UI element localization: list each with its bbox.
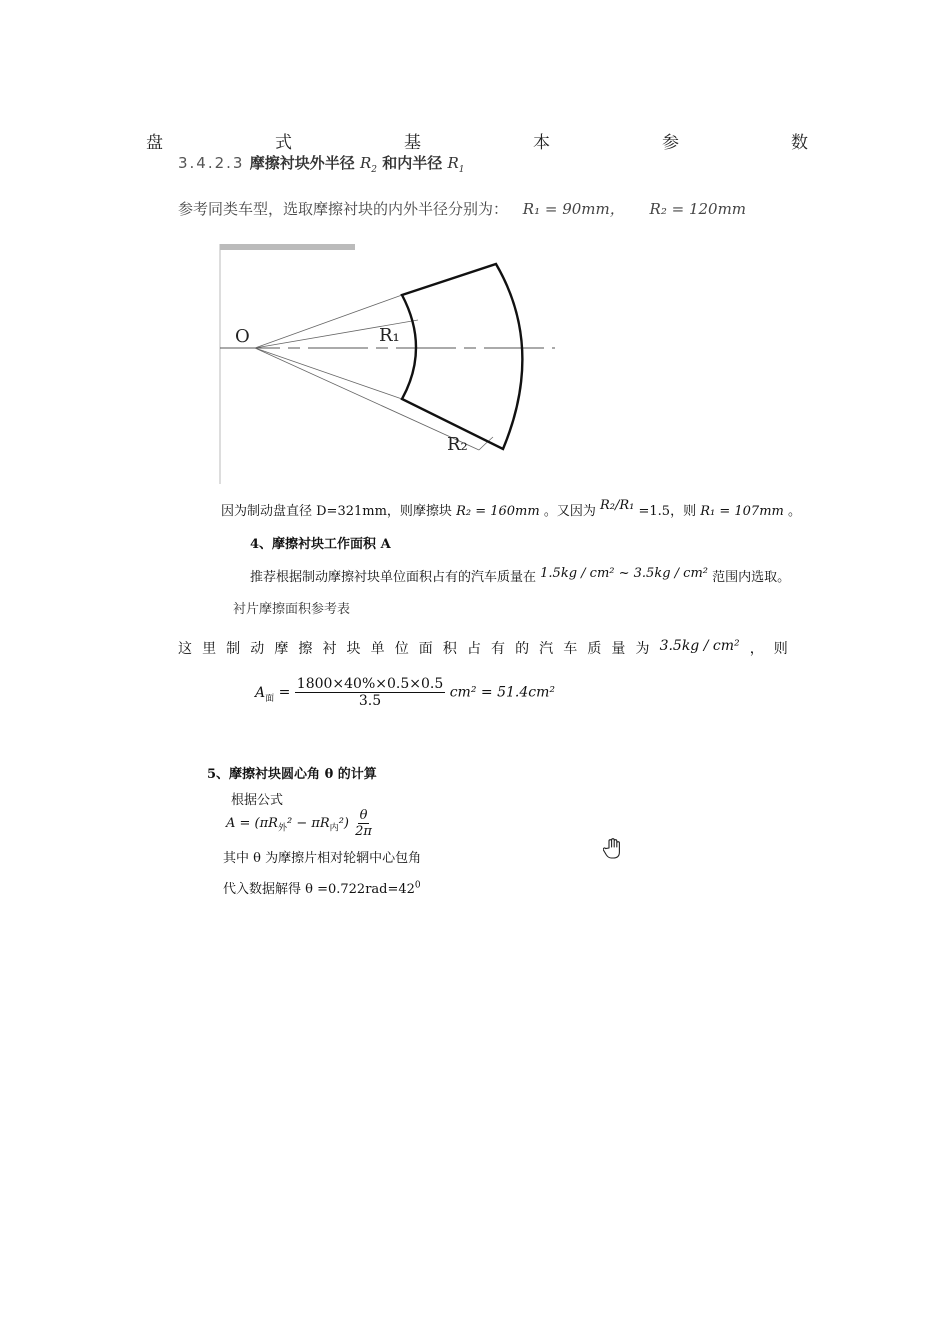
reference-line xyxy=(178,198,746,219)
mass-range: 1.5kg / cm² ~ 3.5kg / cm² xyxy=(540,566,708,581)
area-result: cm² = 51.4cm² xyxy=(449,684,555,701)
heading-char: 盘 xyxy=(146,133,163,153)
r1-computed: R₁ = 107mm xyxy=(700,504,784,519)
pad-outline xyxy=(402,264,522,449)
table-reference: 衬片摩擦面积参考表 xyxy=(233,602,351,617)
heading-char: 数 xyxy=(791,133,808,153)
recommendation-text: 推荐根据制动摩擦衬块单位面积占有的汽车质量在 xyxy=(250,570,537,585)
radius-ratio: R₂/R₁ xyxy=(599,498,635,513)
heading-char: 式 xyxy=(275,133,292,153)
disc-text: 。又因为 xyxy=(543,504,596,519)
heading-char: 基 xyxy=(404,133,421,153)
angle-formula: $A = (\pi R_外^2 - \pi R_内^2)$ $\frac{\theta}{2\pi}$ xyxy=(226,808,372,839)
radial-line-lower xyxy=(255,348,402,399)
area-symbol: $A_面$ xyxy=(255,684,275,704)
label-r1: R₁ xyxy=(379,325,400,346)
section-title-part: 和内半径 xyxy=(382,154,443,172)
fraction-denominator: 3.5 xyxy=(358,693,382,709)
disc-text: 因为制动盘直径 D=321mm，则摩擦块 xyxy=(221,504,452,519)
hand-pointer-icon xyxy=(603,838,623,860)
label-o: O xyxy=(235,326,250,347)
section-4-recommendation xyxy=(250,566,790,585)
disc-diameter-line xyxy=(221,500,801,519)
section-title-part: 摩擦衬块外半径 xyxy=(249,154,355,172)
heading-char: 参 xyxy=(662,133,679,153)
disc-text: 。 xyxy=(788,504,802,519)
section-title-342 xyxy=(178,152,465,175)
recommendation-text: 范围内选取。 xyxy=(712,570,791,585)
friction-pad-diagram xyxy=(215,244,565,484)
r2-value: R₂ = 120mm xyxy=(649,200,747,218)
disc-text: =1.5，则 xyxy=(638,504,697,519)
fraction-numerator: 1800×40%×0.5×0.5 xyxy=(296,676,444,692)
theta-fraction: $\frac{\theta}{2\pi}$ xyxy=(355,808,372,839)
r1-symbol: $R_1$ xyxy=(447,154,465,175)
section-5-title: 5、摩擦衬块圆心角 θ 的计算 xyxy=(207,767,377,782)
heading-char: 本 xyxy=(533,133,550,153)
r1-value: R₁ = 90mm， xyxy=(522,200,625,218)
theta-result: 代入数据解得 $\theta =0.722rad=42^0$ xyxy=(223,880,421,897)
section-number: 3.4.2.3 xyxy=(178,154,245,172)
cropped-text-artifact xyxy=(220,244,355,250)
area-formula: $A_面$ = $\frac{1800\times 40\%\times 0.5\times 0.5}{3.5}$ cm² = 51.4cm² xyxy=(255,676,555,709)
theta-definition: 其中 θ 为摩擦片相对轮辋中心包角 xyxy=(223,851,422,866)
page-heading xyxy=(146,128,808,153)
radial-line-r2 xyxy=(255,348,479,450)
r2-symbol: $R_2$ xyxy=(359,154,377,175)
formula-intro: 根据公式 xyxy=(231,793,284,808)
label-r2: R₂ xyxy=(447,434,468,455)
justified-sentence: 这 里 制 动 摩 擦 衬 块 单 位 面 积 占 有 的 汽 车 质 量 为 3.5kg / cm² ， 则 xyxy=(178,638,788,657)
section-4-title: 4、摩擦衬块工作面积 A xyxy=(250,537,391,552)
reference-text: 参考同类车型，选取摩擦衬块的内外半径分别为： xyxy=(178,200,509,218)
r2-computed: R₂ = 160mm xyxy=(456,504,540,519)
area-fraction xyxy=(295,676,445,709)
